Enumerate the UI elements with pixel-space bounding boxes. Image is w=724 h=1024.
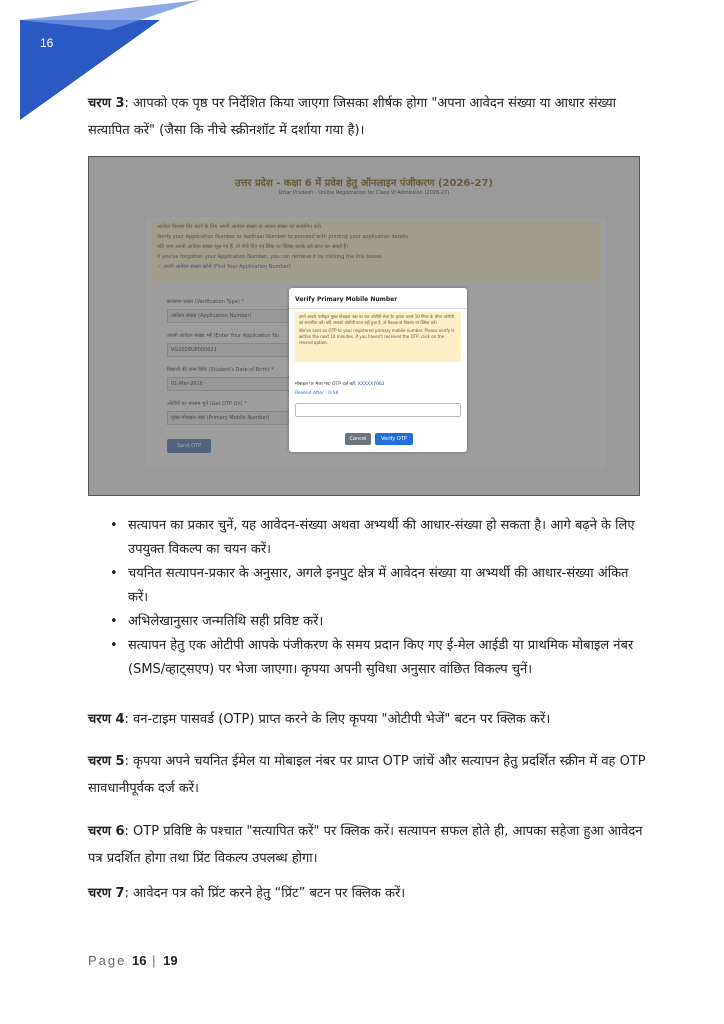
- step3-label: चरण 3: [88, 96, 125, 111]
- step5-text: : कृपया अपने चयनित ईमेल या मोबाइल नंबर पर प्राप्त OTP जांचें और सत्यापन हेतु प्रदर्शित स्क्रीन में वह OTP सावधानीपूर्वक दर्ज करें।: [88, 754, 646, 796]
- step3-text: : आपको एक पृष्ठ पर निर्देशित किया जाएगा जिसका शीर्षक होगा "अपना आवेदन संख्या या आधार संख्या सत्यापित करें" (जैसा कि नीचे स्क्रीनशॉट में दर्शाया गया है)।: [88, 96, 617, 138]
- bullet-dot: •: [110, 638, 118, 653]
- step4-paragraph: [88, 706, 648, 733]
- page-number-badge: 16: [40, 36, 54, 50]
- modal-title: Verify Primary Mobile Number: [295, 296, 398, 303]
- resend-timer[interactable]: Resend After : 0:58: [295, 391, 339, 396]
- list-item: [88, 562, 648, 610]
- list-item: [88, 634, 648, 682]
- bullet-dot: •: [110, 518, 118, 533]
- otp-sent-line: [295, 381, 385, 387]
- step7-label: चरण 7: [88, 886, 125, 901]
- step5-label: चरण 5: [88, 754, 125, 769]
- step4-label: चरण 4: [88, 712, 125, 727]
- bullet-dot: •: [110, 566, 118, 581]
- list-item: [88, 514, 648, 562]
- footer-total-pages: 19: [163, 953, 178, 968]
- page-footer: [88, 953, 178, 968]
- embedded-screenshot: [88, 156, 640, 496]
- verify-otp-button[interactable]: Verify OTP: [375, 433, 413, 445]
- bullet-text: चयनित सत्यापन-प्रकार के अनुसार, अगले इनपुट क्षेत्र में आवेदन संख्या या अभ्यर्थी की आधार-संख्या अंकित करें।: [128, 566, 629, 605]
- step7-paragraph: [88, 880, 648, 907]
- step6-paragraph: [88, 818, 648, 872]
- step5-paragraph: [88, 748, 648, 802]
- masked-mobile: XXXXX7062: [357, 382, 385, 387]
- otp-input[interactable]: [295, 403, 461, 417]
- footer-current-page: 16: [132, 953, 147, 968]
- warning-hindi: हमने आपके पंजीकृत मुख्य मोबाइल नंबर पर एक ओटीपी भेजा है। कृपया अगले 10 मिनट के भीतर ओटीपी को सत्यापित करें। यदि आपको ओटीपी प्राप्त नहीं हुआ है, तो Resend विकल्प पर क्लिक करें।: [299, 314, 454, 325]
- instruction-bullets: [88, 514, 648, 682]
- step6-label: चरण 6: [88, 824, 125, 839]
- step6-text: : OTP प्रविष्टि के पश्चात "सत्यापित करें" पर क्लिक करें। सत्यापन सफल होते ही, आपका सहेजा हुआ आवेदन पत्र प्रदर्शित होगा तथा प्रिंट विकल्प उपलब्ध होगा।: [88, 824, 643, 866]
- otp-sent-label: मोबाइल पर भेजा गया OTP दर्ज करें:: [295, 382, 357, 387]
- warning-english: We've sent an OTP to your registered primary mobile number. Please verify it within the next 10 minutes. If you haven't received the OTP, click on the resend option.: [299, 328, 455, 345]
- bullet-dot: •: [110, 614, 118, 629]
- bullet-text: सत्यापन हेतु एक ओटीपी आपके पंजीकरण के समय प्रदान किए गए ई-मेल आईडी या प्राथमिक मोबाइल नंबर (SMS/व्हाट्सएप) पर भेजा जाएगा। कृपया अपनी सुविधा अनुसार वांछित विकल्प चुनें।: [128, 638, 634, 677]
- cancel-button[interactable]: Cancel: [345, 433, 371, 445]
- modal-divider: [289, 308, 467, 309]
- step7-text: : आवेदन पत्र को प्रिंट करने हेतु “प्रिंट” बटन पर क्लिक करें।: [124, 886, 406, 901]
- footer-separator: |: [152, 953, 158, 968]
- bullet-text: सत्यापन का प्रकार चुनें, यह आवेदन-संख्या अथवा अभ्यर्थी की आधार-संख्या हो सकता है। आगे बढ़ने के लिए उपयुक्त विकल्प का चयन करें।: [128, 518, 635, 557]
- list-item: [88, 610, 648, 634]
- step4-text: : वन-टाइम पासवर्ड (OTP) प्राप्त करने के लिए कृपया "ओटीपी भेजें" बटन पर क्लिक करें।: [124, 712, 551, 727]
- footer-page-word: Page: [88, 953, 127, 968]
- step3-paragraph: [88, 90, 648, 144]
- verify-modal: [289, 288, 467, 452]
- modal-warning: [295, 312, 461, 362]
- bullet-text: अभिलेखानुसार जन्मतिथि सही प्रविष्ट करें।: [128, 614, 324, 629]
